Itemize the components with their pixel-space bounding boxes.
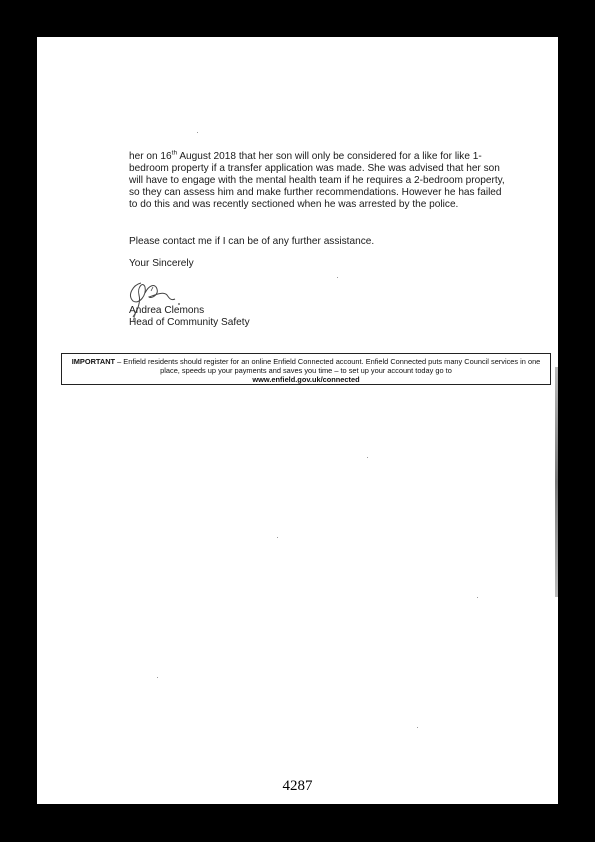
scan-speck [417, 727, 418, 728]
scan-speck [337, 277, 338, 278]
signer-block [129, 305, 250, 329]
scan-speck [197, 132, 198, 133]
notice-label: IMPORTANT [71, 357, 116, 366]
document-page [37, 37, 558, 804]
scan-speck [477, 597, 478, 598]
notice-text: – Enfield residents should register for an online Enfield Connected account. Enfield Connected puts many Council services in one place, speeds up your payments and saves you time – to set up your account today go to [115, 357, 541, 376]
scan-speck [157, 677, 158, 678]
signer-name: Andrea Clemons [129, 305, 205, 316]
scan-edge-shadow [555, 367, 558, 597]
scan-speck [277, 537, 278, 538]
page-number: 4287 [282, 778, 313, 794]
letter-paragraph-2: Please contact me if I can be of any further assistance. [129, 236, 375, 247]
salutation: Your Sincerely [129, 258, 194, 269]
signer-title: Head of Community Safety [129, 317, 250, 329]
important-notice-box [61, 353, 551, 385]
notice-url: www.enfield.gov.uk/connected [252, 375, 360, 385]
letter-body [129, 151, 511, 211]
letter-paragraph-1: her on 16th August 2018 that her son will only be considered for a like for like 1-bedroom property if a transfer application was made. She was advised that her son will have to engage with the mental health team if he requires a 2-bedroom property, so they can assess him and make further recommendations. However he has failed to do this and was recently sectioned when he was arrested by the police. [129, 149, 505, 211]
scan-speck [367, 457, 368, 458]
